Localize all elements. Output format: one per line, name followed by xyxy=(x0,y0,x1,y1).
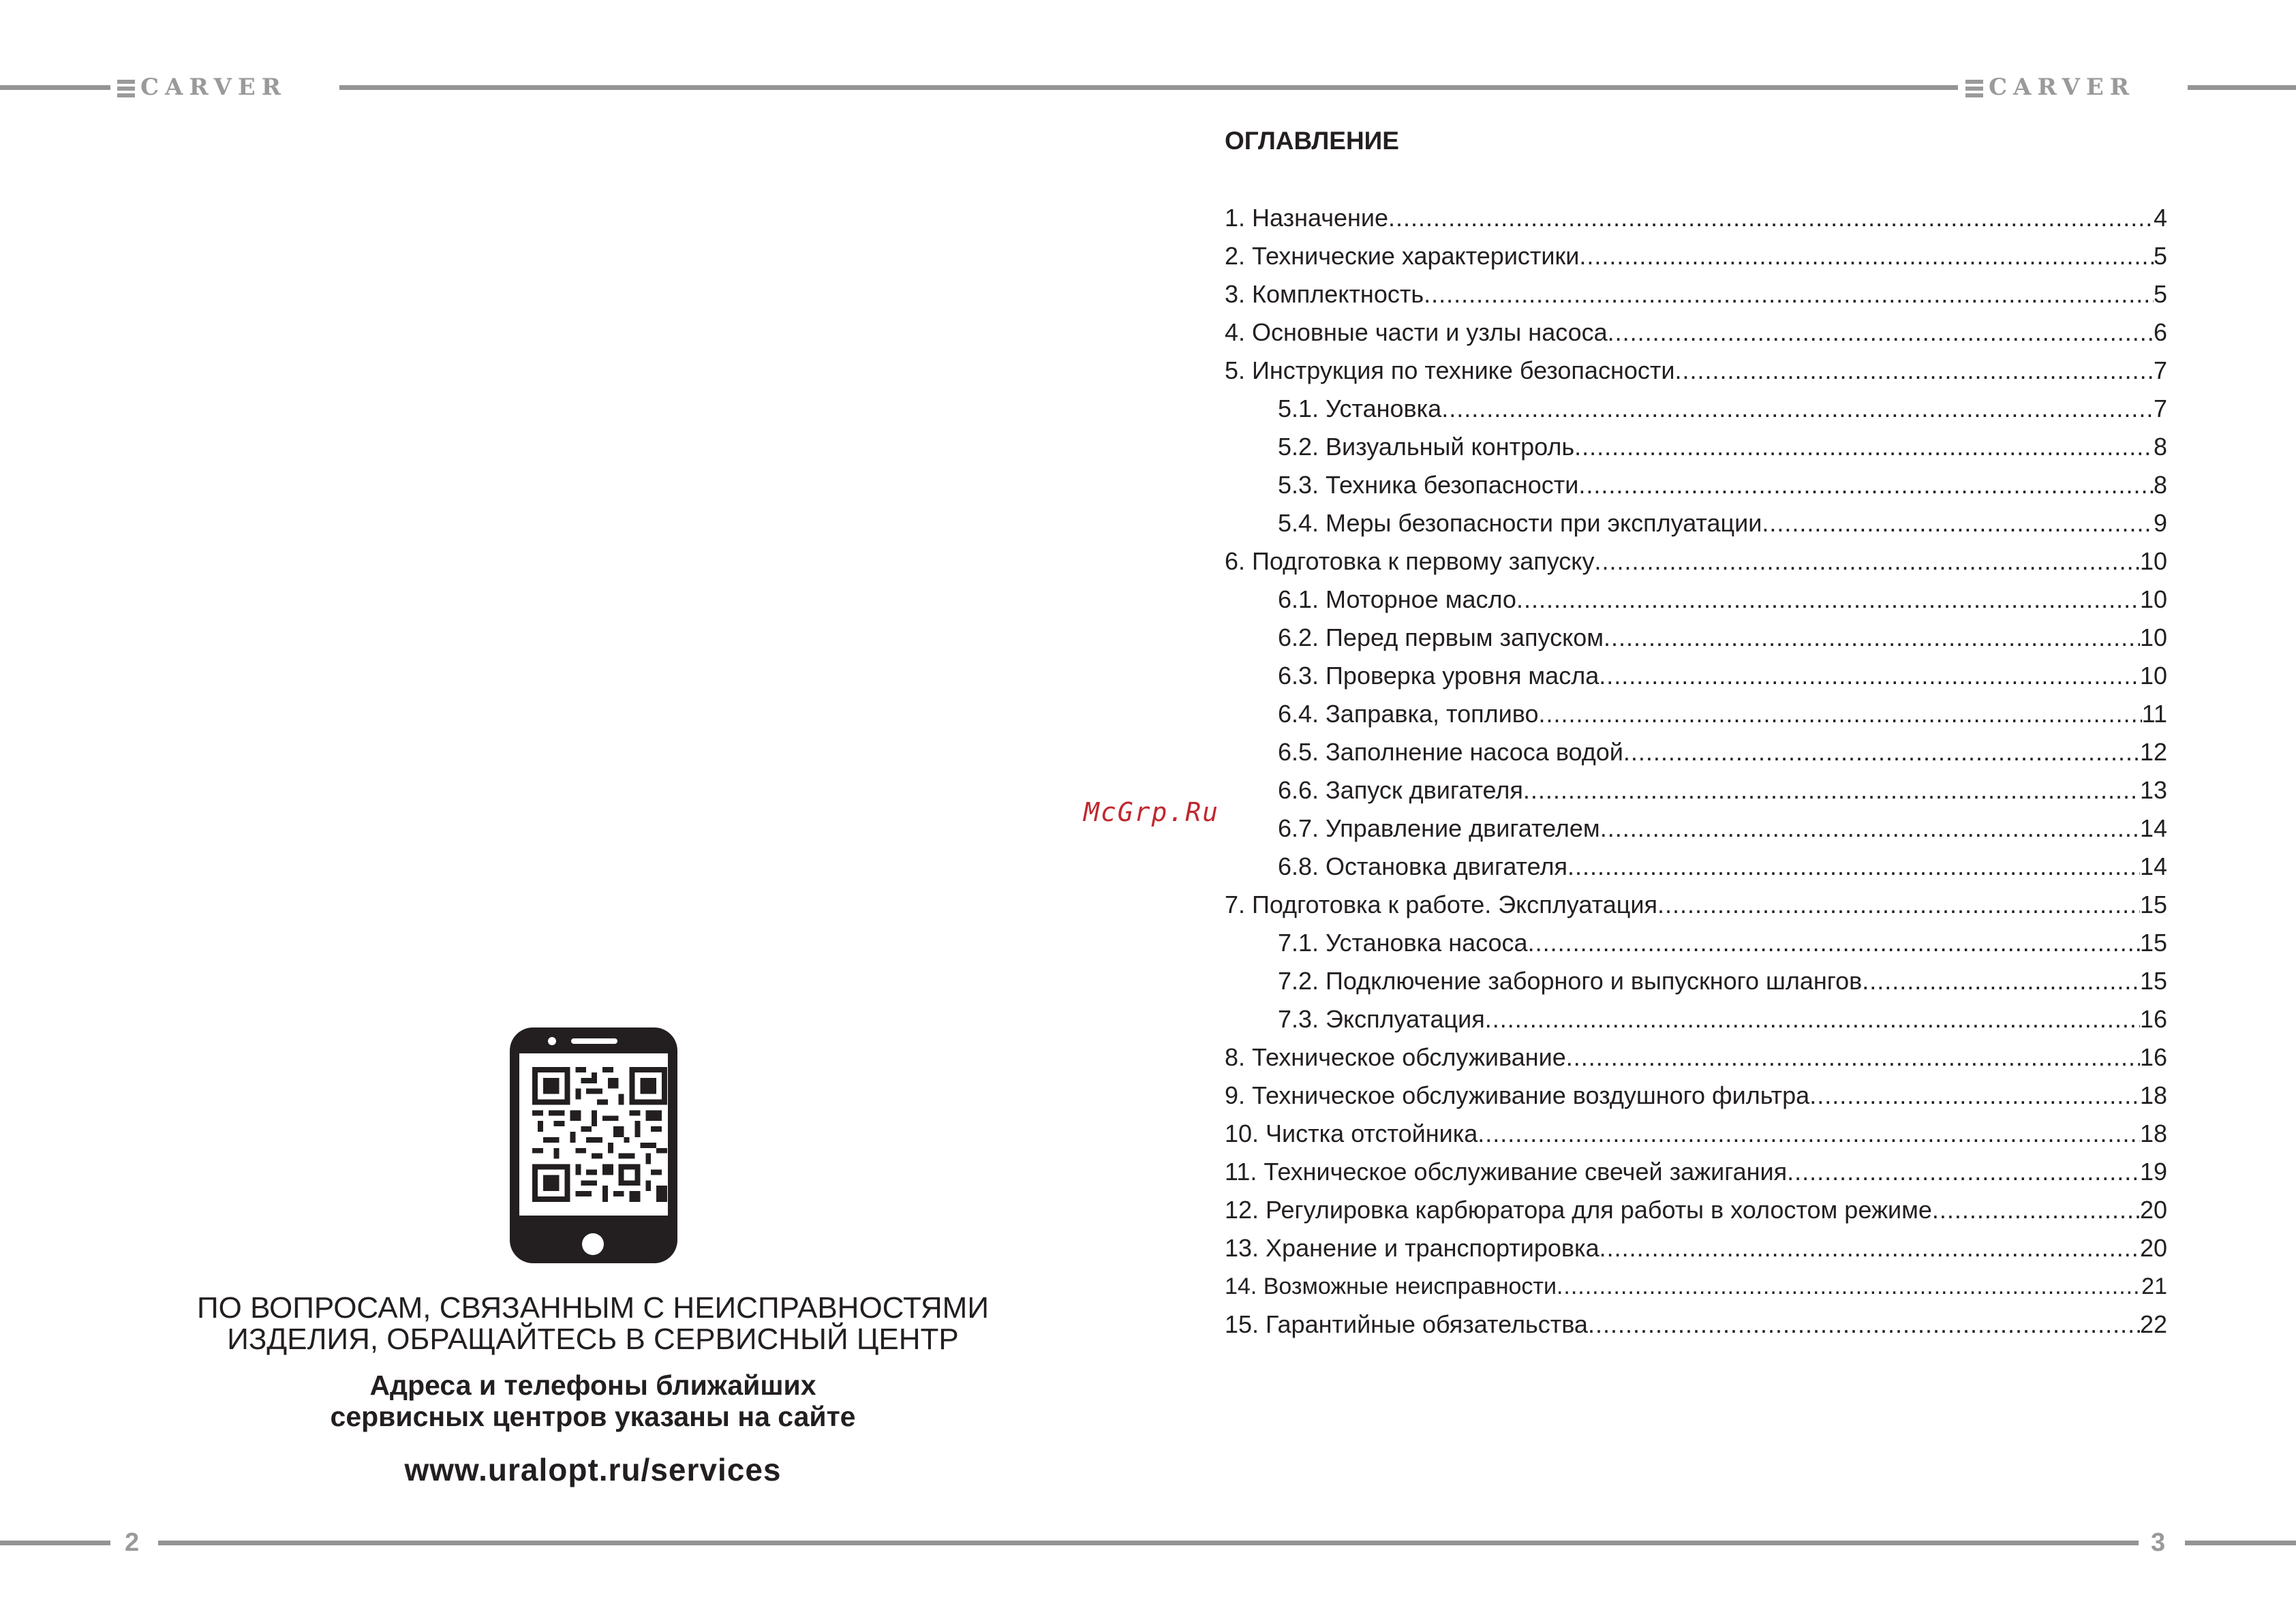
toc-entry-title: 4. Основные части и узлы насоса xyxy=(1225,318,1608,346)
toc-entry[interactable] xyxy=(1225,1305,2167,1344)
toc-entry-page: 7 xyxy=(2153,356,2167,384)
toc-dot-leader xyxy=(1862,962,2140,1000)
toc-entry-page: 10 xyxy=(2139,623,2167,651)
phone-home-button-icon xyxy=(582,1233,604,1255)
toc-dot-leader xyxy=(1787,1153,2140,1191)
toc-entry-page: 10 xyxy=(2139,585,2167,613)
toc-entry-page: 21 xyxy=(2141,1273,2167,1299)
toc-dot-leader xyxy=(1599,657,2140,695)
address-notice-line-1: Адреса и телефоны ближайших xyxy=(369,1370,816,1401)
toc-entry-page: 15 xyxy=(2139,929,2167,957)
toc-dot-leader xyxy=(1523,771,2140,809)
toc-dot-leader xyxy=(1516,581,2140,619)
toc-entry[interactable] xyxy=(1225,1115,2167,1153)
page-number-left: 2 xyxy=(125,1528,140,1557)
toc-dot-leader xyxy=(1657,886,2140,924)
toc-entry-page: 14 xyxy=(2139,852,2167,880)
toc-dot-leader xyxy=(1566,1038,2140,1077)
brand-text-right: CARVER xyxy=(1989,74,2136,101)
toc-entry[interactable] xyxy=(1225,581,2167,619)
toc-entry[interactable] xyxy=(1225,619,2167,657)
toc-dot-leader xyxy=(1809,1077,2140,1115)
toc-entry[interactable] xyxy=(1225,466,2167,504)
toc-entry-title: 6.5. Заполнение насоса водой xyxy=(1278,738,1623,766)
toc-dot-leader xyxy=(1623,733,2140,771)
footer-rule-center xyxy=(158,1541,2139,1545)
toc-entry[interactable] xyxy=(1225,275,2167,313)
service-url-link[interactable]: www.uralopt.ru/services xyxy=(404,1452,782,1487)
toc-entry-title: 13. Хранение и транспортировка xyxy=(1225,1234,1599,1262)
page-number-right: 3 xyxy=(2151,1528,2166,1557)
toc-entry[interactable] xyxy=(1225,1038,2167,1077)
toc-dot-leader xyxy=(1574,428,2154,466)
toc-entry[interactable] xyxy=(1225,313,2167,352)
toc-dot-leader xyxy=(1674,352,2154,390)
toc-entry[interactable] xyxy=(1225,1229,2167,1267)
toc-entry-title: 6.1. Моторное масло xyxy=(1278,585,1516,613)
toc-entry-page: 7 xyxy=(2153,395,2167,422)
toc-dot-leader xyxy=(1932,1191,2140,1229)
service-notice-line-2: ИЗДЕЛИЯ, ОБРАЩАЙТЕСЬ В СЕРВИСНЫЙ ЦЕНТР xyxy=(227,1323,959,1356)
toc-dot-leader xyxy=(1599,1229,2140,1267)
toc-entry-title: 2. Технические характеристики xyxy=(1225,242,1580,270)
toc-dot-leader xyxy=(1424,275,2154,313)
toc-dot-leader xyxy=(1578,466,2154,504)
toc-entry[interactable] xyxy=(1225,848,2167,886)
toc-dot-leader xyxy=(1600,809,2140,848)
watermark-text: McGrp.Ru xyxy=(1084,797,1220,827)
toc-dot-leader xyxy=(1762,504,2154,542)
toc-entry-title: 5. Инструкция по технике безопасности xyxy=(1225,356,1675,384)
toc-dot-leader xyxy=(1528,924,2140,962)
address-notice-line-2: сервисных центров указаны на сайте xyxy=(330,1401,856,1432)
toc-title: ОГЛАВЛЕНИЕ xyxy=(1225,127,1399,155)
toc-dot-leader xyxy=(1539,695,2142,733)
toc-entry-page: 12 xyxy=(2139,738,2167,766)
toc-entry-title: 14. Возможные неисправности xyxy=(1225,1273,1557,1299)
toc-entry[interactable] xyxy=(1225,1000,2167,1038)
header-rule-right-edge xyxy=(2188,85,2296,90)
toc-entry-title: 5.2. Визуальный контроль xyxy=(1278,433,1575,461)
phone-screen xyxy=(519,1053,668,1216)
toc-entry-title: 7.1. Установка насоса xyxy=(1278,929,1528,957)
phone-camera-icon xyxy=(548,1037,556,1045)
toc-entry-page: 18 xyxy=(2139,1119,2167,1147)
toc-dot-leader xyxy=(1594,542,2139,581)
brand-logo-right xyxy=(1965,76,2135,99)
qr-code-icon xyxy=(532,1067,668,1202)
toc-dot-leader xyxy=(1567,848,2140,886)
toc-entry-title: 9. Техническое обслуживание воздушного фильтра xyxy=(1225,1081,1810,1109)
brand-logo-left xyxy=(117,76,287,99)
toc-dot-leader xyxy=(1441,390,2154,428)
toc-entry-title: 6.6. Запуск двигателя xyxy=(1278,776,1523,804)
toc-dot-leader xyxy=(1557,1267,2141,1305)
toc-entry-title: 15. Гарантийные обязательства xyxy=(1225,1310,1588,1338)
toc-dot-leader xyxy=(1485,1000,2140,1038)
toc-entry-page: 4 xyxy=(2153,204,2167,232)
toc-entry-page: 20 xyxy=(2139,1234,2167,1262)
toc-dot-leader xyxy=(1478,1115,2140,1153)
toc-entry-page: 18 xyxy=(2139,1081,2167,1109)
toc-entry[interactable] xyxy=(1225,428,2167,466)
toc-entry[interactable] xyxy=(1225,542,2167,581)
toc-entry-page: 6 xyxy=(2153,318,2167,346)
toc-entry-title: 10. Чистка отстойника xyxy=(1225,1119,1478,1147)
toc-entry-page: 15 xyxy=(2139,967,2167,995)
toc-entry[interactable] xyxy=(1225,352,2167,390)
toc-entry-title: 6.4. Заправка, топливо xyxy=(1278,700,1539,728)
toc-entry-title: 12. Регулировка карбюратора для работы в холостом режиме xyxy=(1225,1196,1932,1224)
toc-entry-title: 8. Техническое обслуживание xyxy=(1225,1043,1566,1071)
footer-rule-left-edge xyxy=(0,1541,110,1545)
toc-entry-page: 11 xyxy=(2141,700,2167,728)
toc-dot-leader xyxy=(1608,313,2154,352)
toc-dot-leader xyxy=(1388,199,2154,237)
toc-entry-page: 22 xyxy=(2139,1310,2167,1338)
toc-entry-page: 14 xyxy=(2139,814,2167,842)
toc-entry-title: 6. Подготовка к первому запуску xyxy=(1225,547,1595,575)
toc-entry-title: 6.7. Управление двигателем xyxy=(1278,814,1600,842)
header-rule-center xyxy=(339,85,1958,90)
toc-entry-page: 10 xyxy=(2139,547,2167,575)
toc-entry-title: 7. Подготовка к работе. Эксплуатация xyxy=(1225,891,1657,918)
toc-entry[interactable] xyxy=(1225,199,2167,237)
toc-entry-page: 8 xyxy=(2153,433,2167,461)
toc-entry-page: 8 xyxy=(2153,471,2167,499)
toc-entry-page: 19 xyxy=(2139,1158,2167,1186)
toc-list xyxy=(1225,199,2167,1344)
toc-entry[interactable] xyxy=(1225,962,2167,1000)
toc-entry[interactable] xyxy=(1225,771,2167,809)
toc-entry-title: 5.4. Меры безопасности при эксплуатации xyxy=(1278,509,1762,537)
toc-entry[interactable] xyxy=(1225,390,2167,428)
toc-entry-page: 9 xyxy=(2153,509,2167,537)
brand-mark-icon xyxy=(117,80,135,97)
toc-entry-title: 6.2. Перед первым запуском xyxy=(1278,623,1604,651)
toc-entry[interactable] xyxy=(1225,657,2167,695)
toc-entry-page: 16 xyxy=(2139,1043,2167,1071)
toc-entry-title: 6.3. Проверка уровня масла xyxy=(1278,662,1599,690)
toc-entry-title: 7.2. Подключение заборного и выпускного шлангов xyxy=(1278,967,1863,995)
header-rule-left-edge xyxy=(0,85,110,90)
toc-entry-title: 3. Комплектность xyxy=(1225,280,1424,308)
brand-mark-icon xyxy=(1965,80,1983,97)
service-notice-line-1: ПО ВОПРОСАМ, СВЯЗАННЫМ С НЕИСПРАВНОСТЯМИ xyxy=(197,1291,989,1325)
smartphone-qr-icon xyxy=(510,1027,677,1263)
toc-dot-leader xyxy=(1579,237,2154,275)
toc-entry-title: 11. Техническое обслуживание свечей зажигания xyxy=(1225,1158,1788,1186)
toc-entry[interactable] xyxy=(1225,237,2167,275)
toc-entry-page: 10 xyxy=(2139,662,2167,690)
brand-text-left: CARVER xyxy=(140,74,288,101)
toc-entry[interactable] xyxy=(1225,1267,2167,1305)
toc-entry-title: 5.1. Установка xyxy=(1278,395,1442,422)
toc-entry[interactable] xyxy=(1225,1153,2167,1191)
toc-entry-title: 7.3. Эксплуатация xyxy=(1278,1005,1485,1033)
toc-entry[interactable] xyxy=(1225,695,2167,733)
toc-entry[interactable] xyxy=(1225,809,2167,848)
toc-entry[interactable] xyxy=(1225,924,2167,962)
toc-entry-page: 5 xyxy=(2153,280,2167,308)
toc-entry[interactable] xyxy=(1225,1077,2167,1115)
toc-entry-page: 20 xyxy=(2139,1196,2167,1224)
toc-entry[interactable] xyxy=(1225,733,2167,771)
phone-speaker-icon xyxy=(571,1038,617,1044)
toc-dot-leader xyxy=(1588,1305,2140,1344)
toc-entry-page: 13 xyxy=(2139,776,2167,804)
toc-entry-title: 6.8. Остановка двигателя xyxy=(1278,852,1567,880)
toc-entry[interactable] xyxy=(1225,1191,2167,1229)
toc-entry-page: 15 xyxy=(2139,891,2167,918)
toc-entry-page: 16 xyxy=(2139,1005,2167,1033)
toc-entry-title: 1. Назначение xyxy=(1225,204,1389,232)
toc-entry[interactable] xyxy=(1225,886,2167,924)
toc-entry-page: 5 xyxy=(2153,242,2167,270)
toc-dot-leader xyxy=(1604,619,2140,657)
toc-entry[interactable] xyxy=(1225,504,2167,542)
toc-entry-title: 5.3. Техника безопасности xyxy=(1278,471,1579,499)
footer-rule-right-edge xyxy=(2185,1541,2296,1545)
